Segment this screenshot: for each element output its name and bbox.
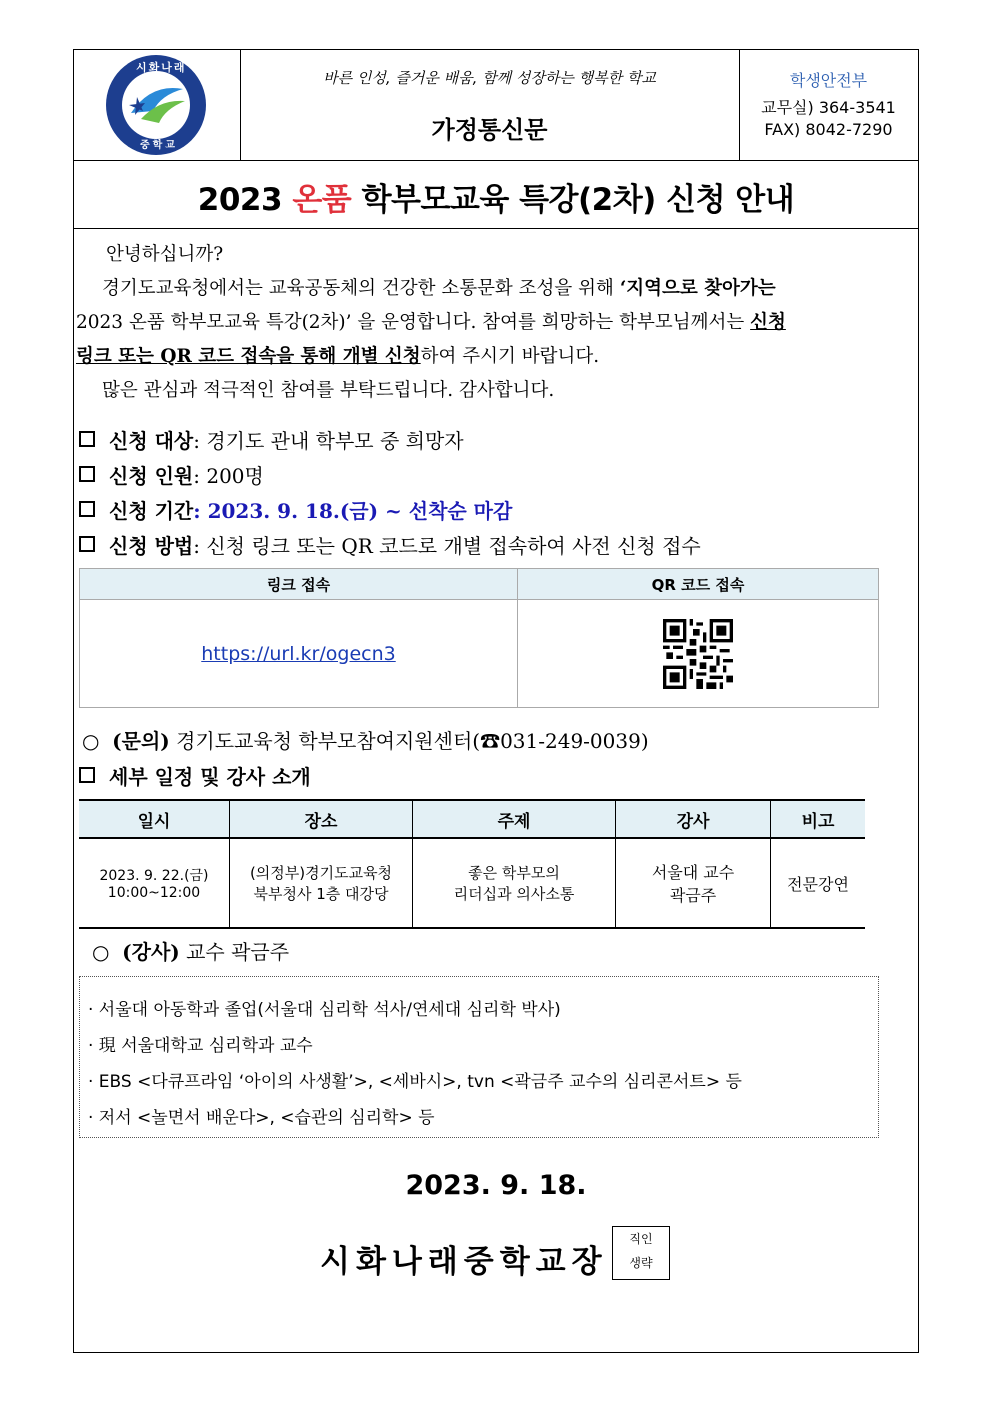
title-row [74,160,918,229]
newsletter-label: 가정통신문 [431,116,548,144]
logo-text-top: 시화나래 [136,61,187,74]
access-table [79,568,879,708]
qr-code-icon[interactable] [663,619,733,689]
title-rest: 학부모교육 특강(2차) 신청 안내 [361,182,795,218]
title-year: 2023 [197,182,283,218]
schedule-heading: 세부 일정 및 강사 소개 [79,761,311,790]
inquiry-line: ○ (문의) 경기도교육청 학부모참여지원센터(☎031-249-0039) [82,729,649,753]
signup-link[interactable]: https://url.kr/ogecn3 [201,642,396,665]
phone: 교무실) 364-3541 [761,98,896,117]
lecturer-line: ○ (강사) 교수 곽금주 [92,940,290,964]
item-count: 신청 인원: 200명 [79,460,264,489]
stamp: 직인 생략 [612,1226,670,1280]
department: 학생안전부 [789,71,868,90]
issue-date: 2023. 9. 18. [405,1170,587,1201]
page-title [74,174,918,219]
title-highlight: 온품 [292,182,352,218]
greeting: 안녕하십니까? [106,244,224,265]
signature: 시화나래중학교장 [320,1244,608,1280]
item-period: 신청 기간: 2023. 9. 18.(금) ~ 선착순 마감 [79,495,512,524]
header [74,50,918,161]
lecturer-bio: · 서울대 아동학과 졸업(서울대 심리학 석사/연세대 심리학 박사) · 現 서울대학교 심리학과 교수 · EBS <다큐프라임 ‘아이의 사생활’>, <세바시>, tvn <곽금주 교수의 심리콘서트> 등 · 저서 <놀면서 배운다>, <습관의 심리학> 등 [79,976,879,1138]
header-center [240,50,740,160]
fax: FAX) 8042-7290 [764,120,893,139]
intro-text: 안녕하십니까? 경기도교육청에서는 교육공동체의 건강한 소통문화 조성을 위해 ‘지역으로 찾아가는 2023 온품 학부모교육 특강(2차)’ 을 운영합니다. 참여를 희망하는 학부모님께서는 신청 링크 또는 QR 코드 접속을 통해 개별 신청하여 주시기 바랍니다. 많은 관심과 적극적인 참여를 부탁드립니다. 감사합니다. [76,238,918,408]
col-link: 링크 접속 [80,569,518,600]
schedule-table: 일시 장소 주제 강사 비고 2023. 9. 22.(금) 10:00~12:00 (의정부)경기도교육청 북부청사 1층 대강당 좋은 학부모의 리더십과 의사소통 서울대 교수 곽금주 전문강연 [79,799,865,929]
col-qr: QR 코드 접속 [518,569,879,600]
document-frame [73,49,919,1353]
closing-text: 많은 관심과 적극적인 참여를 부탁드립니다. 감사합니다. [102,380,555,401]
school-motto: 바른 인성, 즐거운 배움, 함께 성장하는 행복한 학교 [323,69,656,87]
logo-text-bottom: 중학교 [140,140,178,151]
item-target: 신청 대상: 경기도 관내 학부모 중 희망자 [79,425,464,454]
item-method: 신청 방법: 신청 링크 또는 QR 코드로 개별 접속하여 사전 신청 접수 [79,530,701,559]
table-row: 2023. 9. 22.(금) 10:00~12:00 (의정부)경기도교육청 북부청사 1층 대강당 좋은 학부모의 리더십과 의사소통 서울대 교수 곽금주 전문강연 [79,838,865,928]
logo-cell [74,50,241,160]
header-contact [739,50,918,160]
